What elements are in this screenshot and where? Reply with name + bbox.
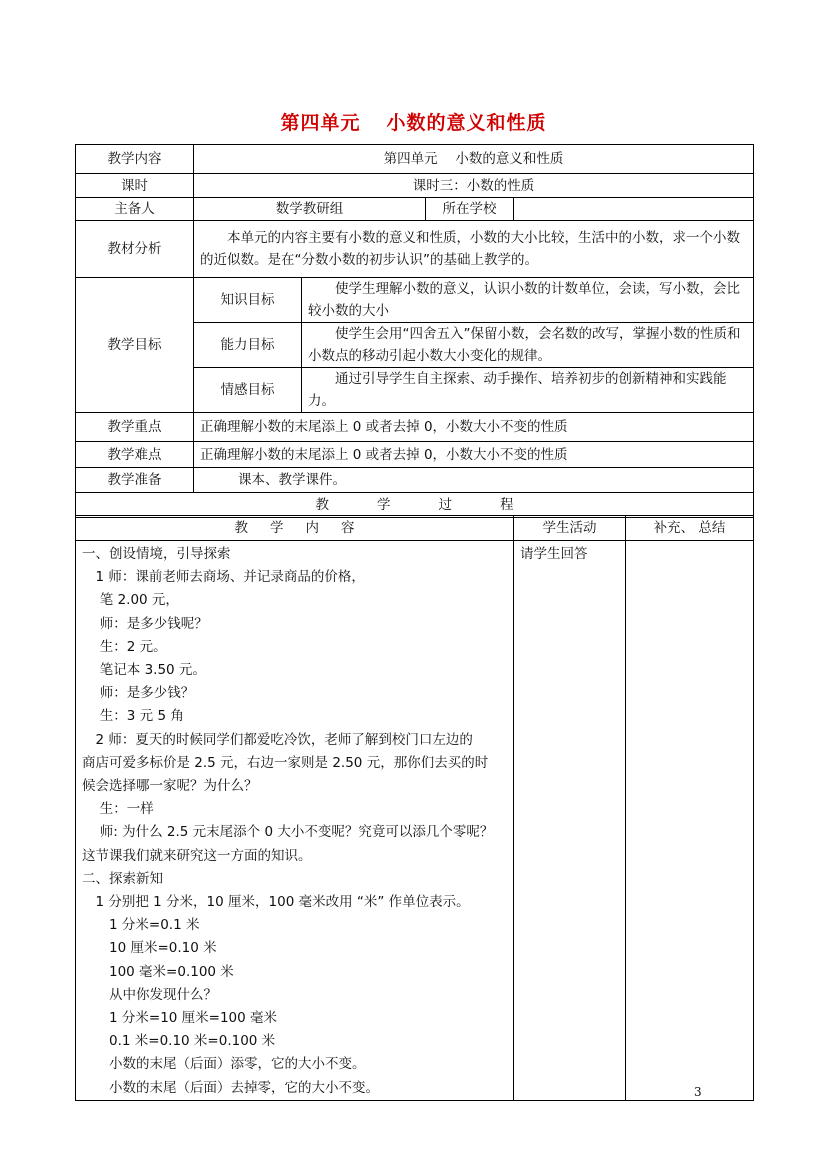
preparer-label: 主备人	[76, 198, 194, 221]
process-line: 1 分别把 1 分米，10 厘米，100 毫米改用 “米” 作单位表示。	[82, 894, 470, 911]
process-line: 笔 2.00 元，	[82, 592, 179, 609]
school-value	[514, 198, 754, 221]
page-number: 3	[694, 1085, 702, 1099]
process-line: 1 师：课前老师去商场、并记录商品的价格，	[82, 569, 365, 586]
process-header: 教学过程	[76, 493, 754, 518]
goal-knowledge-value: 使学生理解小数的意义，认识小数的计数单位，会读，写小数，会比较小数的大小	[302, 278, 754, 323]
row-key	[76, 413, 754, 442]
process-line: 2 师：夏天的时候同学们都爱吃冷饮，老师了解到校门口左边的	[82, 731, 473, 748]
process-line: 生：2 元。	[82, 638, 167, 655]
process-line: 师：是多少钱呢？	[82, 615, 208, 632]
goal-knowledge-label: 知识目标	[194, 278, 302, 323]
process-line: 小数的末尾（后面）去掉零，它的大小不变。	[82, 1079, 379, 1096]
process-line: 商店可爱多标价是 2.5 元，右边一家则是 2.50 元，那你们去买的时	[82, 754, 489, 771]
notes-cell	[626, 541, 754, 1101]
school-label: 所在学校	[426, 198, 514, 221]
lesson-info-table	[75, 144, 754, 518]
row-goal-knowledge	[76, 278, 754, 323]
goals-label: 教学目标	[76, 278, 194, 413]
goal-emotion-value: 通过引导学生自主探索、动手操作、培养初步的创新精神和实践能力。	[302, 368, 754, 413]
analysis-value: 本单元的内容主要有小数的意义和性质，小数的大小比较，生活中的小数，求一个小数的近似数。是在“分数小数的初步认识”的基础上教学的。	[194, 221, 754, 278]
difficulty-value: 正确理解小数的末尾添上 0 或者去掉 0，小数大小不变的性质	[194, 442, 754, 468]
row-difficulty	[76, 442, 754, 468]
goal-ability-label: 能力目标	[194, 323, 302, 368]
process-content-cell	[76, 541, 514, 1101]
key-value: 正确理解小数的末尾添上 0 或者去掉 0，小数大小不变的性质	[194, 413, 754, 442]
title-unit: 第四单元	[280, 112, 361, 134]
process-line: 候会选择哪一家呢？为什么？	[82, 778, 258, 795]
process-line: 从中你发现什么？	[82, 986, 217, 1003]
period-label: 课时	[76, 174, 194, 198]
process-line: 生：一样	[82, 801, 154, 818]
process-header-row	[76, 516, 754, 541]
process-line: 生：3 元 5 角	[82, 708, 184, 725]
process-lines	[82, 543, 509, 1100]
col-content-header: 教学内容	[76, 516, 514, 541]
process-line: 二、探索新知	[82, 870, 163, 887]
prep-label: 教学准备	[76, 468, 194, 493]
row-content	[76, 145, 754, 174]
process-line: 100 毫米=0.100 米	[82, 963, 234, 980]
preparer-value: 数学教研组	[194, 198, 426, 221]
row-analysis	[76, 221, 754, 278]
title-topic: 小数的意义和性质	[386, 112, 547, 134]
process-line: 一、创设情境，引导探索	[82, 546, 231, 562]
col-notes-header: 补充、 总结	[626, 516, 754, 541]
row-process-header	[76, 493, 754, 518]
goal-ability-value: 使学生会用“四舍五入”保留小数，会名数的改写，掌握小数的性质和小数点的移动引起小数大小变化的规律。	[302, 323, 754, 368]
process-line: 1 分米=0.1 米	[82, 917, 200, 934]
process-table	[75, 515, 754, 1101]
process-line: 师: 为什么 2.5 元末尾添个 0 大小不变呢？究竟可以添几个零呢？	[82, 824, 494, 841]
col-student-header: 学生活动	[514, 516, 626, 541]
content-value: 第四单元 小数的意义和性质	[194, 145, 754, 174]
process-body-row	[76, 541, 754, 1101]
content-label: 教学内容	[76, 145, 194, 174]
goal-emotion-label: 情感目标	[194, 368, 302, 413]
row-prep	[76, 468, 754, 493]
process-line: 这节课我们就来研究这一方面的知识。	[82, 847, 312, 864]
process-line: 10 厘米=0.10 米	[82, 940, 217, 957]
page-title	[0, 108, 827, 135]
period-value: 课时三：小数的性质	[194, 174, 754, 198]
process-line: 0.1 米=0.10 米=0.100 米	[82, 1033, 276, 1050]
student-activity-cell: 请学生回答	[514, 541, 626, 1101]
key-label: 教学重点	[76, 413, 194, 442]
difficulty-label: 教学难点	[76, 442, 194, 468]
process-line: 1 分米=10 厘米=100 毫米	[82, 1010, 278, 1027]
process-line: 笔记本 3.50 元。	[82, 662, 206, 679]
process-line: 师：是多少钱？	[82, 685, 195, 702]
row-preparer	[76, 198, 754, 221]
prep-value: 课本、教学课件。	[194, 468, 754, 493]
row-period	[76, 174, 754, 198]
process-line: 小数的末尾（后面）添零，它的大小不变。	[82, 1056, 366, 1073]
analysis-label: 教材分析	[76, 221, 194, 278]
